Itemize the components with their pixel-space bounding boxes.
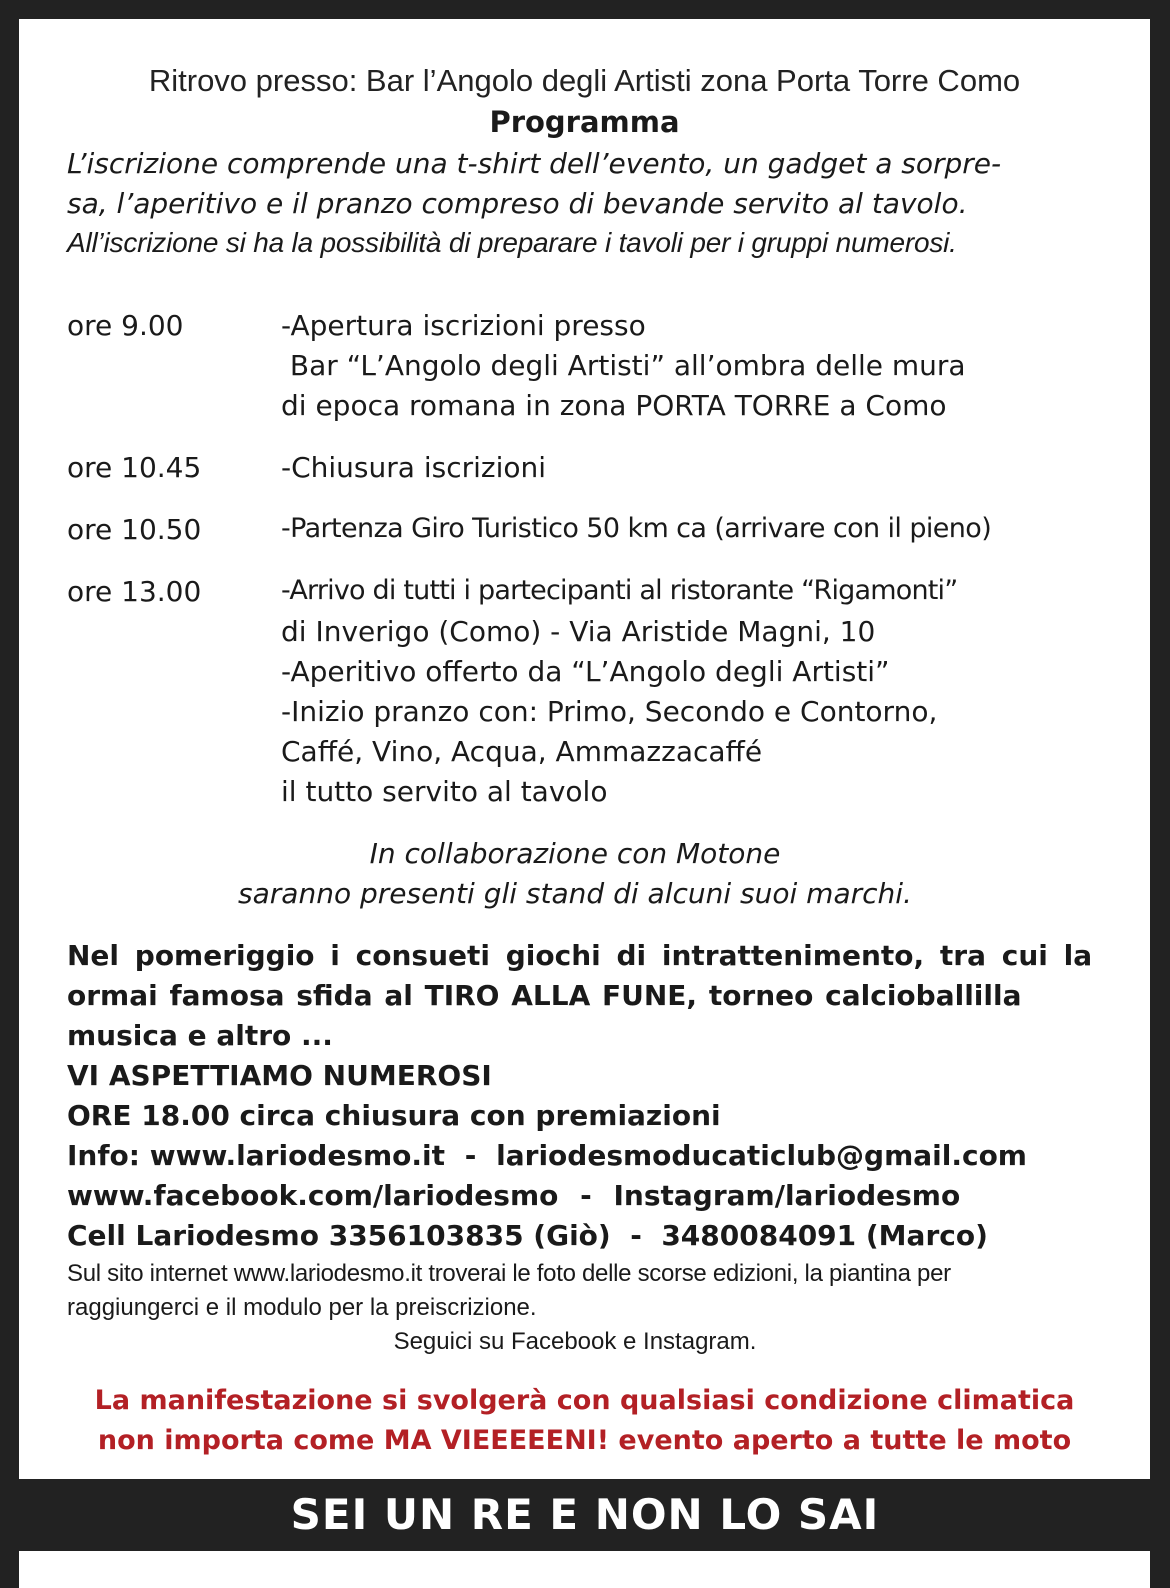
notes-line: raggiungerci e il modulo per la preiscrizione. (67, 1294, 537, 1321)
schedule-desc: -Arrivo di tutti i partecipanti al ristorante “Rigamonti” (281, 575, 958, 606)
slogan-banner: SEI UN RE E NON LO SAI (0, 1479, 1170, 1551)
meeting-point-text: Ritrovo presso: Bar l’Angolo degli Artisti zona Porta Torre Como (148, 63, 1021, 98)
closing-time-text: ORE 18.00 circa chiusura con premiazioni (67, 1099, 721, 1132)
notes-line: Sul sito internet www.lariodesmo.it troverai le foto delle scorse edizioni, la piantina per (67, 1260, 951, 1287)
schedule-desc: Bar “L’Angolo degli Artisti” all’ombra delle mura (281, 349, 966, 382)
schedule-time: ore 10.45 (67, 451, 202, 484)
program-heading: Programma (489, 105, 680, 139)
schedule-desc: -Inizio pranzo con: Primo, Secondo e Contorno, (281, 695, 938, 728)
email-link[interactable]: lariodesmoducaticlub@gmail.com (496, 1139, 1027, 1172)
separator: - (464, 1139, 477, 1172)
schedule-desc: -Chiusura iscrizioni (281, 451, 547, 484)
social-line (67, 1179, 960, 1212)
afternoon-text: musica e altro ... (67, 1019, 333, 1052)
phone-line: Cell Lariodesmo 3356103835 (Giò) - 3480084091 (Marco) (67, 1219, 988, 1252)
schedule-time: ore 9.00 (67, 309, 184, 342)
collab-line: saranno presenti gli stand di alcuni suoi marchi. (238, 877, 912, 910)
top-border (0, 0, 1170, 19)
weather-warning: La manifestazione si svolgerà con qualsiasi condizione climatica (94, 1385, 1075, 1416)
afternoon-line (67, 979, 1108, 1012)
intro-line: All’iscrizione si ha la possibilità di preparare i tavoli per i gruppi numerosi. (67, 227, 957, 258)
afternoon-text: Nel pomeriggio i consueti giochi di intrattenimento, tra cui la (67, 939, 1093, 972)
schedule-desc: il tutto servito al tavolo (281, 775, 608, 808)
weather-warning: non importa come MA VIEEEEENI! evento aperto a tutte le moto (97, 1425, 1072, 1456)
info-label: Info: (67, 1139, 140, 1172)
info-line (67, 1139, 1027, 1172)
schedule-desc: -Apertura iscrizioni presso (281, 309, 646, 342)
aspettiamo-text: VI ASPETTIAMO NUMEROSI (67, 1059, 492, 1092)
flyer-page (19, 19, 1150, 1499)
afternoon-text: ormai famosa sfida al TIRO ALLA FUNE, torneo calcioballilla (67, 979, 1022, 1012)
schedule-desc: di epoca romana in zona PORTA TORRE a Como (281, 389, 947, 422)
collab-line: In collaborazione con Motone (369, 837, 781, 870)
follow-us-text: Seguici su Facebook e Instagram. (393, 1328, 757, 1355)
instagram-link[interactable]: Instagram/lariodesmo (613, 1179, 961, 1212)
schedule-time: ore 13.00 (67, 575, 202, 608)
schedule-desc: -Partenza Giro Turistico 50 km ca (arrivare con il pieno) (281, 513, 992, 544)
facebook-link[interactable]: www.facebook.com/lariodesmo (67, 1179, 559, 1212)
separator: - (580, 1179, 592, 1212)
schedule-desc: di Inverigo (Como) - Via Aristide Magni, 10 (281, 615, 876, 648)
website-link[interactable]: www.lariodesmo.it (149, 1139, 446, 1172)
page-bottom-strip (19, 1551, 1150, 1588)
schedule-desc: Caffé, Vino, Acqua, Ammazzacaffé (281, 735, 763, 768)
schedule-time: ore 10.50 (67, 513, 202, 546)
intro-line: L’iscrizione comprende una t-shirt dell’evento, un gadget a sorpre- (67, 147, 1002, 180)
intro-line: sa, l’aperitivo e il pranzo compreso di bevande servito al tavolo. (67, 187, 968, 220)
afternoon-line (67, 939, 1108, 972)
schedule-desc: -Aperitivo offerto da “L’Angolo degli Artisti” (281, 655, 890, 688)
